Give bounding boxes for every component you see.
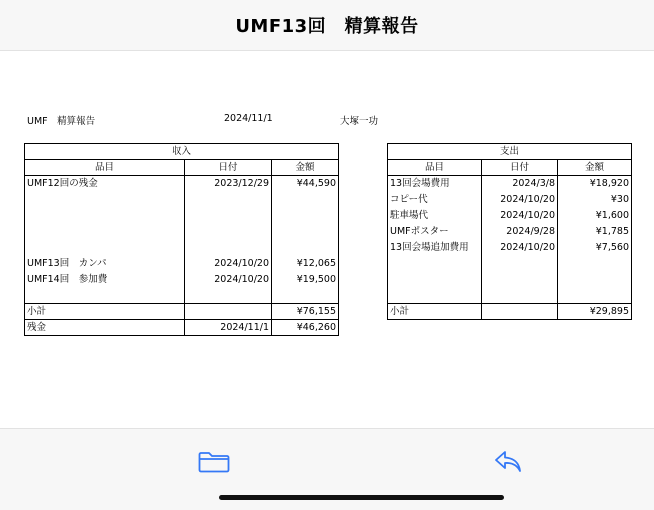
column-header: 日付 — [482, 160, 558, 176]
item-cell — [388, 256, 482, 272]
expense-header-row — [388, 160, 632, 176]
amount-cell: ¥12,065 — [272, 256, 339, 272]
table-row — [25, 176, 339, 192]
report-date: 2024/11/1 — [224, 113, 273, 124]
table-row — [25, 272, 339, 288]
table-row — [25, 240, 339, 256]
date-cell: 2024/10/20 — [185, 272, 272, 288]
amount-cell: ¥7,560 — [558, 240, 632, 256]
table-row — [25, 288, 339, 304]
report-author: 大塚一功 — [340, 116, 379, 127]
item-cell — [388, 272, 482, 288]
item-cell: 13回会場費用 — [388, 176, 482, 192]
table-row — [25, 208, 339, 224]
item-cell — [25, 288, 185, 304]
income-header-row — [25, 160, 339, 176]
table-row — [388, 288, 632, 304]
income-table — [24, 143, 339, 336]
subtotal-label: 小計 — [25, 304, 185, 320]
amount-cell — [272, 240, 339, 256]
amount-cell — [558, 272, 632, 288]
date-cell: 2024/9/28 — [482, 224, 558, 240]
item-cell: UMFポスター — [388, 224, 482, 240]
amount-cell: ¥18,920 — [558, 176, 632, 192]
amount-cell: ¥30 — [558, 192, 632, 208]
date-cell: 2024/10/20 — [185, 256, 272, 272]
item-cell — [25, 240, 185, 256]
item-cell — [25, 192, 185, 208]
balance-label: 残金 — [25, 320, 185, 336]
item-cell — [25, 208, 185, 224]
table-row — [388, 192, 632, 208]
income-caption: 収入 — [25, 144, 339, 160]
date-cell: 2024/3/8 — [482, 176, 558, 192]
subtotal-amount: ¥29,895 — [558, 304, 632, 320]
bottom-toolbar — [0, 428, 654, 510]
item-cell: 駐車場代 — [388, 208, 482, 224]
date-cell — [185, 192, 272, 208]
date-cell — [185, 288, 272, 304]
subtotal-amount: ¥76,155 — [272, 304, 339, 320]
report-name: UMF 精算報告 — [27, 116, 96, 127]
table-row — [25, 256, 339, 272]
date-cell — [482, 288, 558, 304]
column-header: 金額 — [558, 160, 632, 176]
home-indicator — [219, 495, 504, 500]
amount-cell: ¥1,785 — [558, 224, 632, 240]
column-header: 品目 — [388, 160, 482, 176]
table-row — [388, 240, 632, 256]
income-caption-row — [25, 144, 339, 160]
column-header: 金額 — [272, 160, 339, 176]
document-view — [0, 52, 654, 428]
item-cell — [388, 288, 482, 304]
amount-cell — [272, 192, 339, 208]
item-cell: UMF13回 カンパ — [25, 256, 185, 272]
amount-cell — [558, 256, 632, 272]
date-cell — [185, 224, 272, 240]
column-header: 日付 — [185, 160, 272, 176]
subtotal-label: 小計 — [388, 304, 482, 320]
page-title: UMF13回 精算報告 — [235, 16, 419, 37]
expense-caption: 支出 — [388, 144, 632, 160]
subtotal-date — [185, 304, 272, 320]
amount-cell — [272, 288, 339, 304]
income-balance-row — [25, 320, 339, 336]
table-row — [388, 176, 632, 192]
date-cell — [482, 272, 558, 288]
balance-date: 2024/11/1 — [185, 320, 272, 336]
date-cell — [482, 256, 558, 272]
date-cell: 2023/12/29 — [185, 176, 272, 192]
date-cell: 2024/10/20 — [482, 240, 558, 256]
top-navigation-bar — [0, 0, 654, 51]
date-cell: 2024/10/20 — [482, 208, 558, 224]
column-header: 品目 — [25, 160, 185, 176]
item-cell: 13回会場追加費用 — [388, 240, 482, 256]
subtotal-date — [482, 304, 558, 320]
item-cell: コピー代 — [388, 192, 482, 208]
expense-table — [387, 143, 632, 320]
table-row — [25, 192, 339, 208]
amount-cell — [272, 224, 339, 240]
date-cell — [185, 240, 272, 256]
date-cell: 2024/10/20 — [482, 192, 558, 208]
amount-cell — [558, 288, 632, 304]
item-cell — [25, 224, 185, 240]
amount-cell: ¥1,600 — [558, 208, 632, 224]
table-row — [388, 256, 632, 272]
table-row — [388, 272, 632, 288]
balance-amount: ¥46,260 — [272, 320, 339, 336]
folder-icon[interactable] — [198, 447, 230, 475]
table-row — [388, 208, 632, 224]
date-cell — [185, 208, 272, 224]
item-cell: UMF12回の残金 — [25, 176, 185, 192]
expense-subtotal-row — [388, 304, 632, 320]
amount-cell — [272, 208, 339, 224]
table-row — [388, 224, 632, 240]
table-row — [25, 224, 339, 240]
item-cell: UMF14回 参加費 — [25, 272, 185, 288]
reply-icon[interactable] — [492, 447, 524, 475]
amount-cell: ¥44,590 — [272, 176, 339, 192]
amount-cell: ¥19,500 — [272, 272, 339, 288]
expense-caption-row — [388, 144, 632, 160]
income-subtotal-row — [25, 304, 339, 320]
